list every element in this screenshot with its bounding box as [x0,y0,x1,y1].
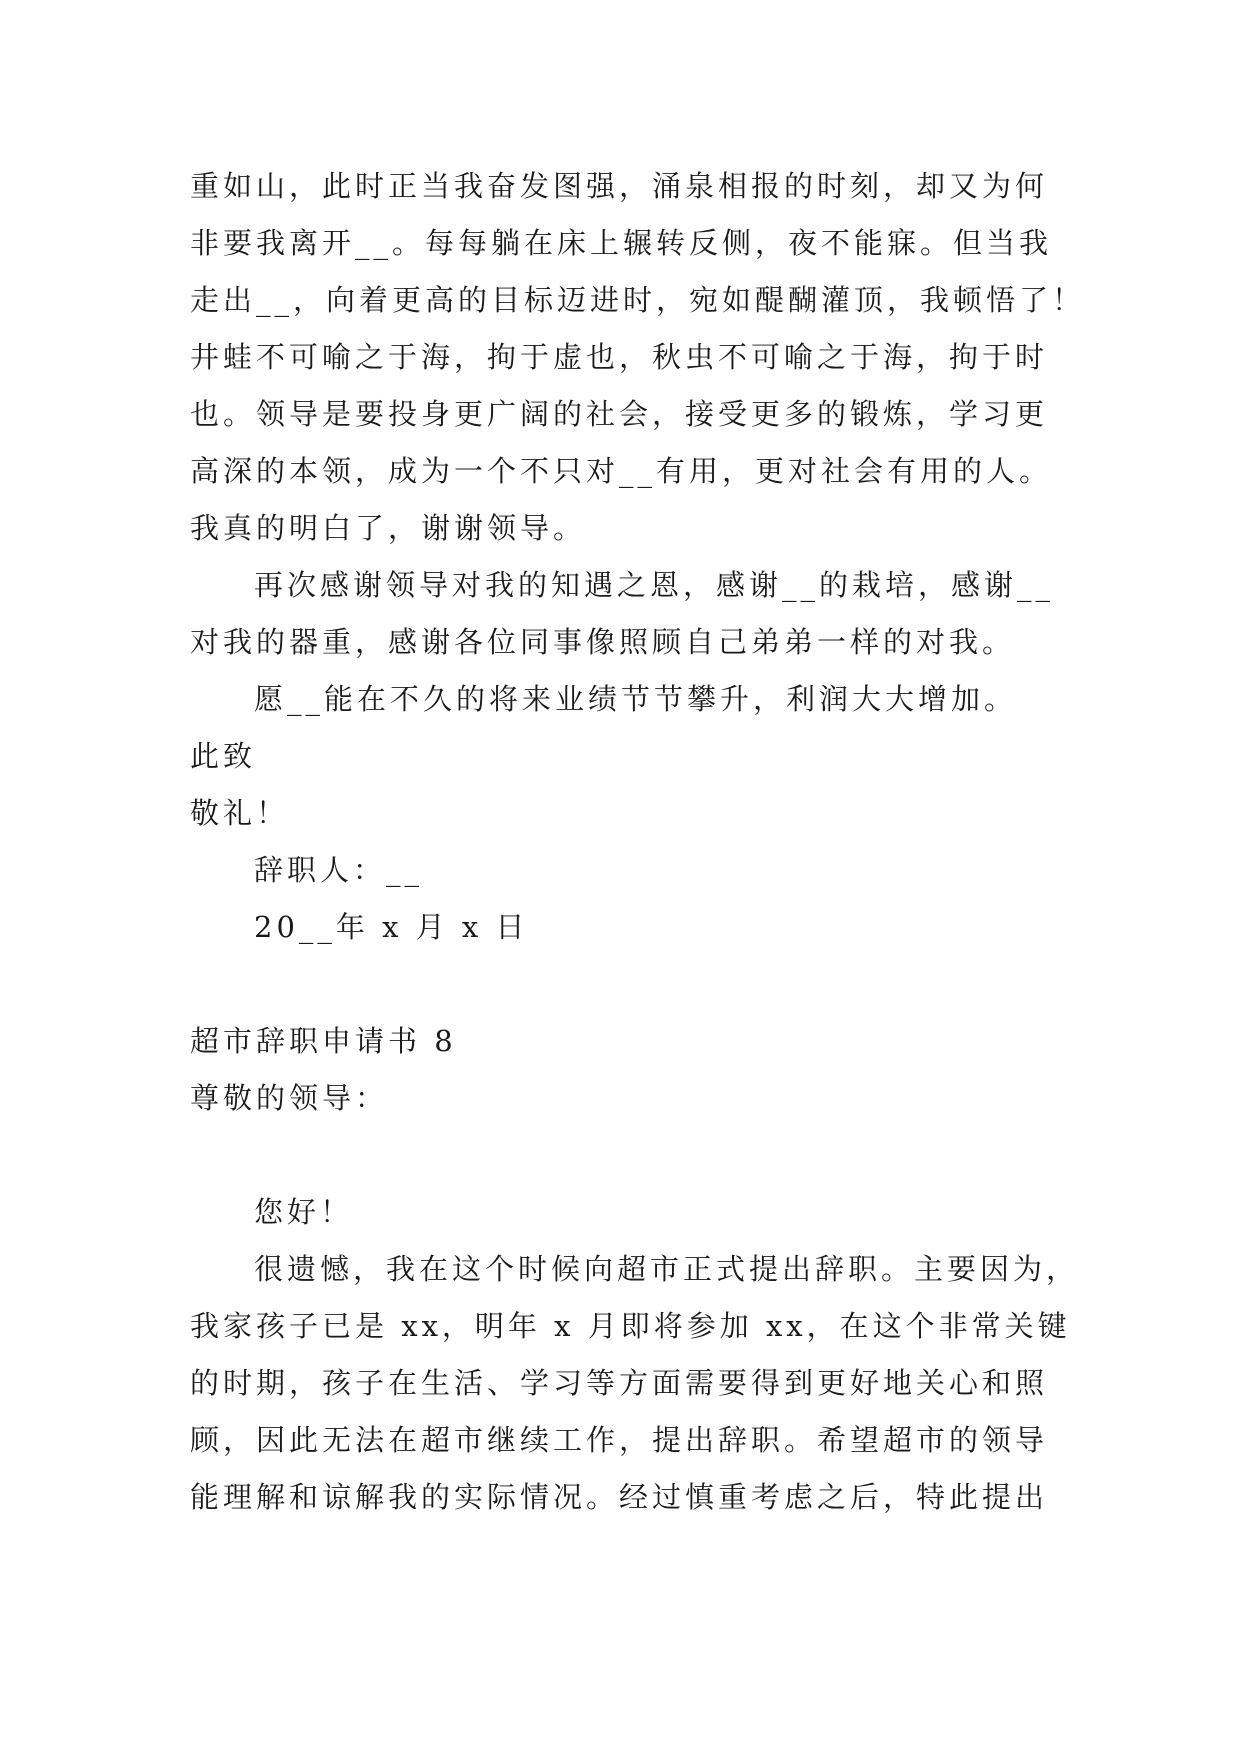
text-line: 高深的本领，成为一个不只对__有用，更对社会有用的人。 [190,454,1053,488]
text-line: 顾，因此无法在超市继续工作，提出辞职。希望超市的领导 [190,1423,1049,1457]
closing-line: 此致 [190,739,257,773]
salutation: 尊敬的领导： [190,1081,389,1115]
text-line: 再次感谢领导对我的知遇之恩，感谢__的栽培，感谢__ [254,568,1055,602]
text-line: 对我的器重，感谢各位同事像照顾自己弟弟一样的对我。 [190,625,1016,659]
text-line: 我家孩子已是 xx，明年 x 月即将参加 xx，在这个非常关键 [190,1309,1071,1343]
text-line: 很遗憾，我在这个时候向超市正式提出辞职。主要因为， [254,1252,1080,1286]
date-line: 20__年 x 月 x 日 [254,910,529,944]
closing-line: 敬礼！ [190,796,290,830]
signer-line: 辞职人：__ [254,853,424,887]
text-line: 非要我离开__。每每躺在床上辗转反侧，夜不能寐。但当我 [190,226,1053,260]
text-line: 我真的明白了，谢谢领导。 [190,511,587,545]
text-line: 愿__能在不久的将来业绩节节攀升，利润大大增加。 [254,682,1018,716]
text-line: 走出__，向着更高的目标迈进时，宛如醍醐灌顶，我顿悟了！ [190,283,1086,317]
text-line: 重如山，此时正当我奋发图强，涌泉相报的时刻，却又为何 [190,169,1049,203]
text-line: 的时期，孩子在生活、学习等方面需要得到更好地关心和照 [190,1366,1049,1400]
text-line: 井蛙不可喻之于海，拘于虚也，秋虫不可喻之于海，拘于时 [190,340,1049,374]
section-title: 超市辞职申请书 8 [190,1024,457,1058]
text-line: 也。领导是要投身更广阔的社会，接受更多的锻炼，学习更 [190,397,1049,431]
text-line: 能理解和谅解我的实际情况。经过慎重考虑之后，特此提出 [190,1480,1049,1514]
greeting: 您好！ [254,1195,354,1229]
